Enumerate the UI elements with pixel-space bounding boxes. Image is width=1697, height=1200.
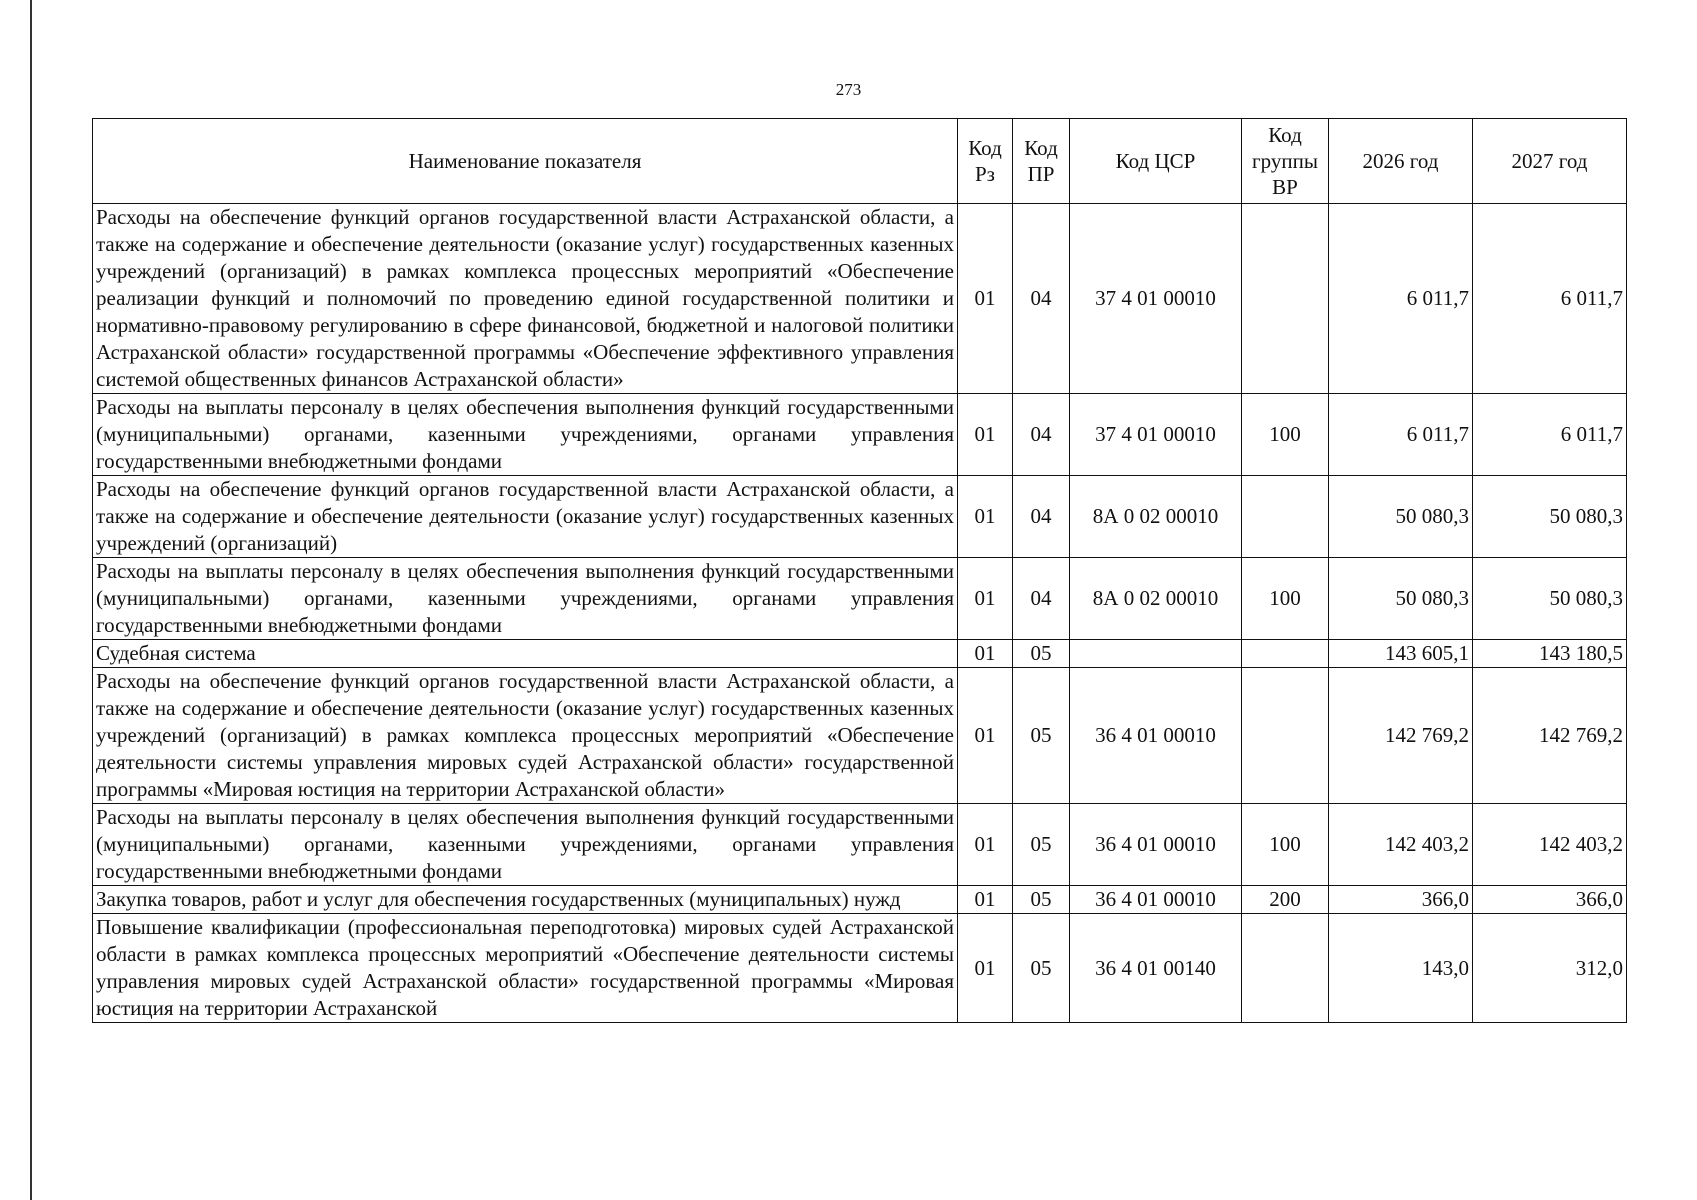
row-vr bbox=[1242, 204, 1329, 394]
row-2027: 6 011,7 bbox=[1473, 394, 1627, 476]
row-2026: 6 011,7 bbox=[1329, 204, 1473, 394]
row-name: Расходы на выплаты персоналу в целях обеспечения выполнения функций государственными (муниципальными) органами, казенными учреждениями, органами управления государственными внебюджетными фондами bbox=[93, 558, 958, 640]
row-2026: 143 605,1 bbox=[1329, 640, 1473, 668]
table-row bbox=[93, 668, 1627, 804]
row-csr: 37 4 01 00010 bbox=[1070, 394, 1242, 476]
header-2026: 2026 год bbox=[1329, 119, 1473, 204]
row-pr: 05 bbox=[1013, 886, 1070, 914]
row-csr: 36 4 01 00010 bbox=[1070, 886, 1242, 914]
row-vr bbox=[1242, 668, 1329, 804]
row-pr: 05 bbox=[1013, 640, 1070, 668]
row-name: Повышение квалификации (профессиональная переподготовка) мировых судей Астраханской области в рамках комплекса процессных мероприятий «Обеспечение деятельности системы управления мировых судей Астраханской области» государственной программы «Мировая юстиция на территории Астраханской bbox=[93, 914, 958, 1023]
table-row bbox=[93, 204, 1627, 394]
row-pr: 05 bbox=[1013, 804, 1070, 886]
row-2026: 50 080,3 bbox=[1329, 558, 1473, 640]
header-name: Наименование показателя bbox=[93, 119, 958, 204]
row-name: Расходы на обеспечение функций органов государственной власти Астраханской области, а также на содержание и обеспечение деятельности (оказание услуг) государственных казенных учреждений (организаций) в рамках комплекса процессных мероприятий «Обеспечение деятельности системы управления мировых судей Астраханской области» государственной программы «Мировая юстиция на территории Астраханской области» bbox=[93, 668, 958, 804]
row-pr: 04 bbox=[1013, 476, 1070, 558]
header-vr: Код группы ВР bbox=[1242, 119, 1329, 204]
row-2026: 143,0 bbox=[1329, 914, 1473, 1023]
row-rz: 01 bbox=[958, 476, 1013, 558]
row-rz: 01 bbox=[958, 204, 1013, 394]
row-pr: 04 bbox=[1013, 204, 1070, 394]
table-row bbox=[93, 476, 1627, 558]
row-name: Расходы на обеспечение функций органов государственной власти Астраханской области, а также на содержание и обеспечение деятельности (оказание услуг) государственных казенных учреждений (организаций) bbox=[93, 476, 958, 558]
row-csr: 36 4 01 00010 bbox=[1070, 668, 1242, 804]
header-2027: 2027 год bbox=[1473, 119, 1627, 204]
row-pr: 04 bbox=[1013, 558, 1070, 640]
row-csr: 37 4 01 00010 bbox=[1070, 204, 1242, 394]
row-name: Судебная система bbox=[93, 640, 958, 668]
row-name: Расходы на выплаты персоналу в целях обеспечения выполнения функций государственными (муниципальными) органами, казенными учреждениями, органами управления государственными внебюджетными фондами bbox=[93, 394, 958, 476]
row-rz: 01 bbox=[958, 668, 1013, 804]
header-rz: Код Рз bbox=[958, 119, 1013, 204]
budget-table bbox=[92, 118, 1627, 1023]
row-2026: 6 011,7 bbox=[1329, 394, 1473, 476]
row-vr: 100 bbox=[1242, 394, 1329, 476]
row-name: Закупка товаров, работ и услуг для обеспечения государственных (муниципальных) нужд bbox=[93, 886, 958, 914]
row-name: Расходы на обеспечение функций органов государственной власти Астраханской области, а также на содержание и обеспечение деятельности (оказание услуг) государственных казенных учреждений (организаций) в рамках комплекса процессных мероприятий «Обеспечение реализации функций и полномочий по проведению единой государственной политики и нормативно-правовому регулированию в сфере финансовой, бюджетной и налоговой политики Астраханской области» государственной программы «Обеспечение эффективного управления системой общественных финансов Астраханской области» bbox=[93, 204, 958, 394]
row-csr: 8А 0 02 00010 bbox=[1070, 558, 1242, 640]
row-name: Расходы на выплаты персоналу в целях обеспечения выполнения функций государственными (муниципальными) органами, казенными учреждениями, органами управления государственными внебюджетными фондами bbox=[93, 804, 958, 886]
row-rz: 01 bbox=[958, 558, 1013, 640]
row-2026: 142 403,2 bbox=[1329, 804, 1473, 886]
row-pr: 05 bbox=[1013, 914, 1070, 1023]
row-2027: 50 080,3 bbox=[1473, 558, 1627, 640]
row-2026: 142 769,2 bbox=[1329, 668, 1473, 804]
row-2026: 366,0 bbox=[1329, 886, 1473, 914]
margin-rule bbox=[30, 0, 32, 1200]
row-rz: 01 bbox=[958, 886, 1013, 914]
table-row bbox=[93, 914, 1627, 1023]
row-csr: 8А 0 02 00010 bbox=[1070, 476, 1242, 558]
header-csr: Код ЦСР bbox=[1070, 119, 1242, 204]
table-row bbox=[93, 804, 1627, 886]
table-row bbox=[93, 886, 1627, 914]
row-2027: 142 769,2 bbox=[1473, 668, 1627, 804]
table-header-row bbox=[93, 119, 1627, 204]
row-csr bbox=[1070, 640, 1242, 668]
row-vr: 100 bbox=[1242, 804, 1329, 886]
row-pr: 04 bbox=[1013, 394, 1070, 476]
row-2027: 312,0 bbox=[1473, 914, 1627, 1023]
row-pr: 05 bbox=[1013, 668, 1070, 804]
row-vr: 100 bbox=[1242, 558, 1329, 640]
row-csr: 36 4 01 00140 bbox=[1070, 914, 1242, 1023]
row-csr: 36 4 01 00010 bbox=[1070, 804, 1242, 886]
table-row bbox=[93, 640, 1627, 668]
row-vr bbox=[1242, 640, 1329, 668]
row-2027: 6 011,7 bbox=[1473, 204, 1627, 394]
row-rz: 01 bbox=[958, 914, 1013, 1023]
row-2026: 50 080,3 bbox=[1329, 476, 1473, 558]
row-2027: 50 080,3 bbox=[1473, 476, 1627, 558]
row-rz: 01 bbox=[958, 394, 1013, 476]
row-vr: 200 bbox=[1242, 886, 1329, 914]
page-number: 273 bbox=[835, 80, 862, 99]
header-pr: Код ПР bbox=[1013, 119, 1070, 204]
row-2027: 143 180,5 bbox=[1473, 640, 1627, 668]
row-2027: 142 403,2 bbox=[1473, 804, 1627, 886]
row-rz: 01 bbox=[958, 640, 1013, 668]
row-vr bbox=[1242, 476, 1329, 558]
table-row bbox=[93, 558, 1627, 640]
row-2027: 366,0 bbox=[1473, 886, 1627, 914]
row-vr bbox=[1242, 914, 1329, 1023]
table-row bbox=[93, 394, 1627, 476]
row-rz: 01 bbox=[958, 804, 1013, 886]
